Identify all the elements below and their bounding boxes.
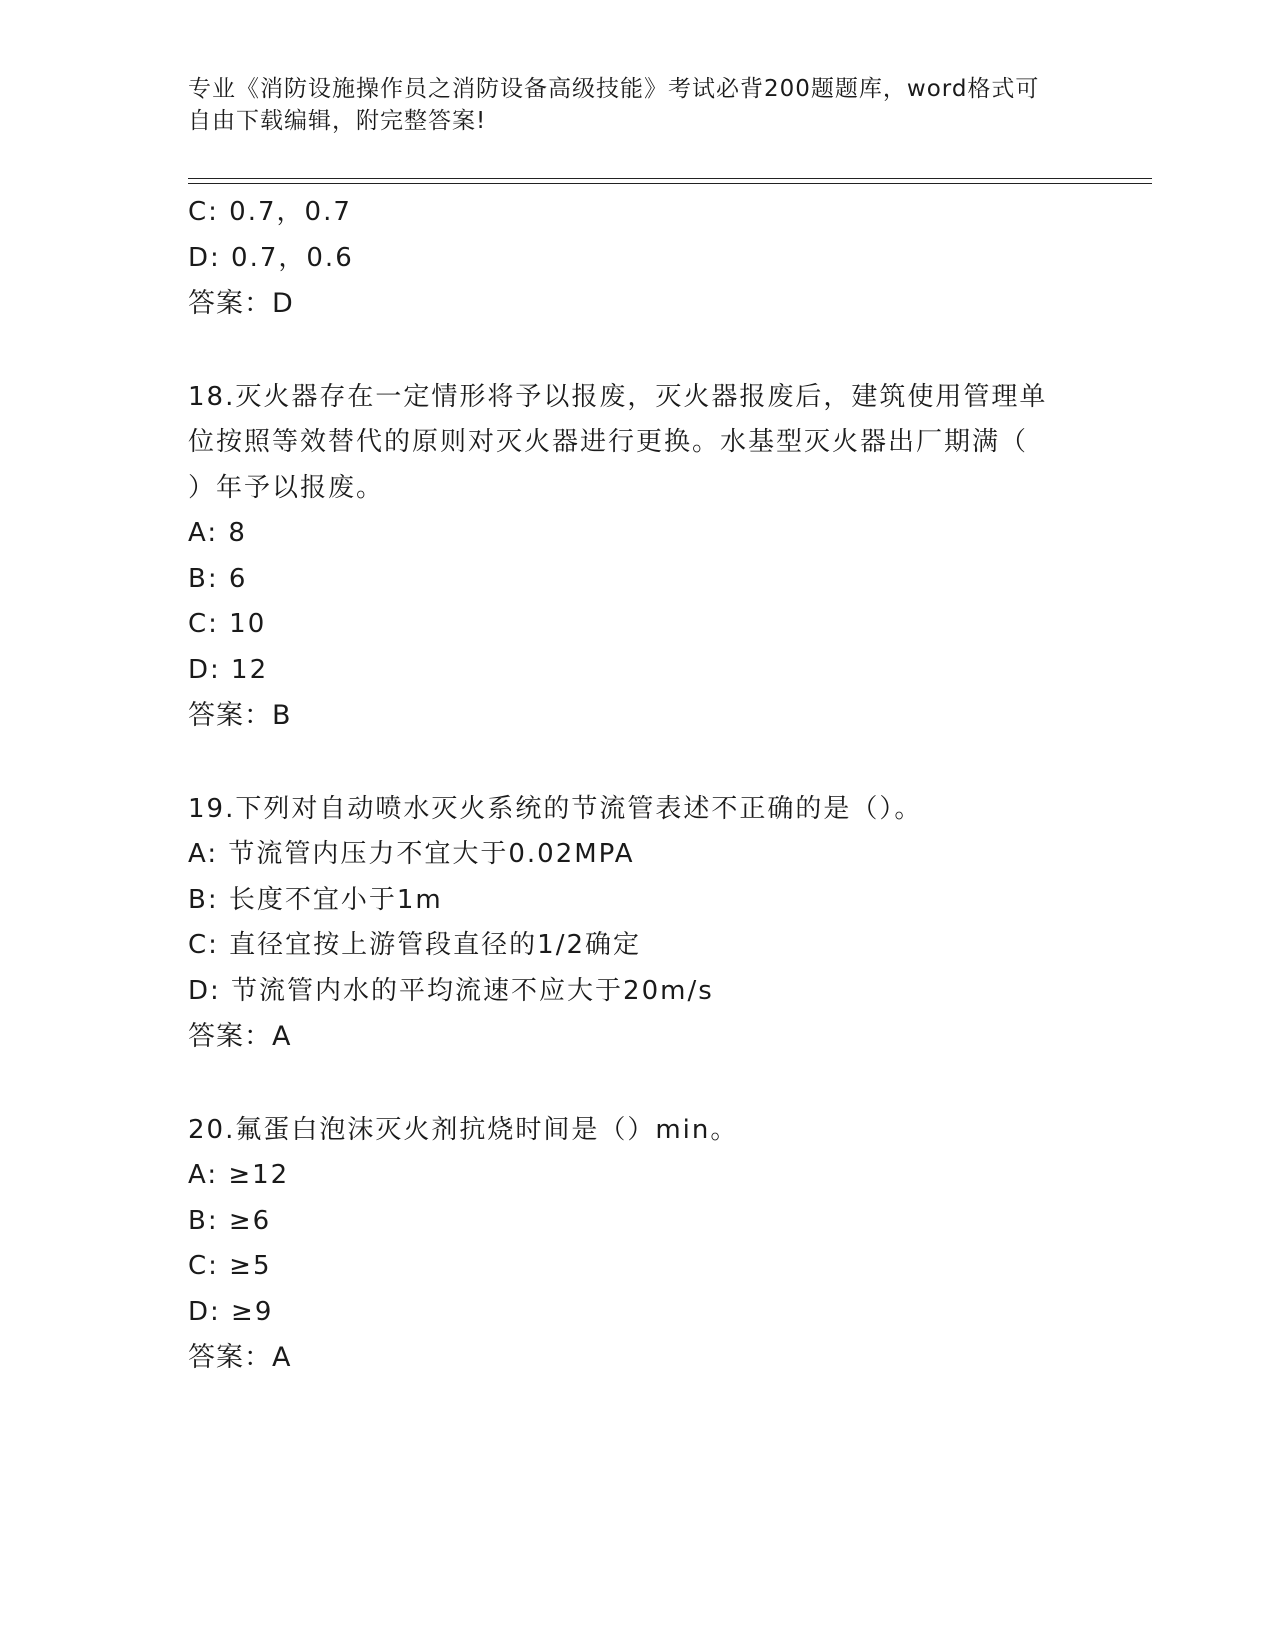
question-20 [188,1108,1088,1381]
option-b: B: 长度不宜小于1m [188,884,443,915]
answer: 答案：A [188,1021,292,1052]
option-c: C: 直径宜按上游管段直径的1/2确定 [188,930,642,960]
option-a: A: ≥12 [188,1160,290,1190]
option-d: D: 节流管内水的平均流速不应大于20m/s [188,975,714,1006]
question-17-tail [188,190,1088,327]
header-line-1: 专业《消防设施操作员之消防设备高级技能》考试必背200题题库，word格式可 [188,76,1040,102]
option-d: D: 12 [188,654,269,685]
option-b: B: 6 [188,563,248,594]
answer: 答案：B [188,700,292,731]
question-text-line: 20.氟蛋白泡沫灭火剂抗烧时间是（）min。 [188,1114,739,1145]
answer: 答案：D [188,288,294,319]
option-c: C: 0.7，0.7 [188,197,352,227]
question-text-line: 19.下列对自动喷水灭火系统的节流管表述不正确的是（）。 [188,793,923,824]
option-a: A: 8 [188,518,247,548]
question-18 [188,375,1088,739]
document-header [188,73,1088,137]
header-divider-bottom [188,183,1152,184]
option-d: D: ≥9 [188,1296,274,1327]
option-a: A: 节流管内压力不宜大于0.02MPA [188,839,635,869]
question-19 [188,787,1088,1060]
question-text-line: 18.灭火器存在一定情形将予以报废，灭火器报废后，建筑使用管理单 [188,381,1048,412]
answer: 答案：A [188,1342,292,1373]
question-text-line: ）年予以报废。 [188,472,385,503]
option-c: C: 10 [188,609,267,639]
option-d: D: 0.7，0.6 [188,242,354,273]
header-divider-top [188,178,1152,179]
header-line-2: 自由下载编辑，附完整答案! [188,108,487,134]
document-body [188,190,1088,1381]
option-c: C: ≥5 [188,1251,272,1281]
option-b: B: ≥6 [188,1205,272,1236]
question-text-line: 位按照等效替代的原则对灭火器进行更换。水基型灭火器出厂期满（ [188,427,1029,457]
